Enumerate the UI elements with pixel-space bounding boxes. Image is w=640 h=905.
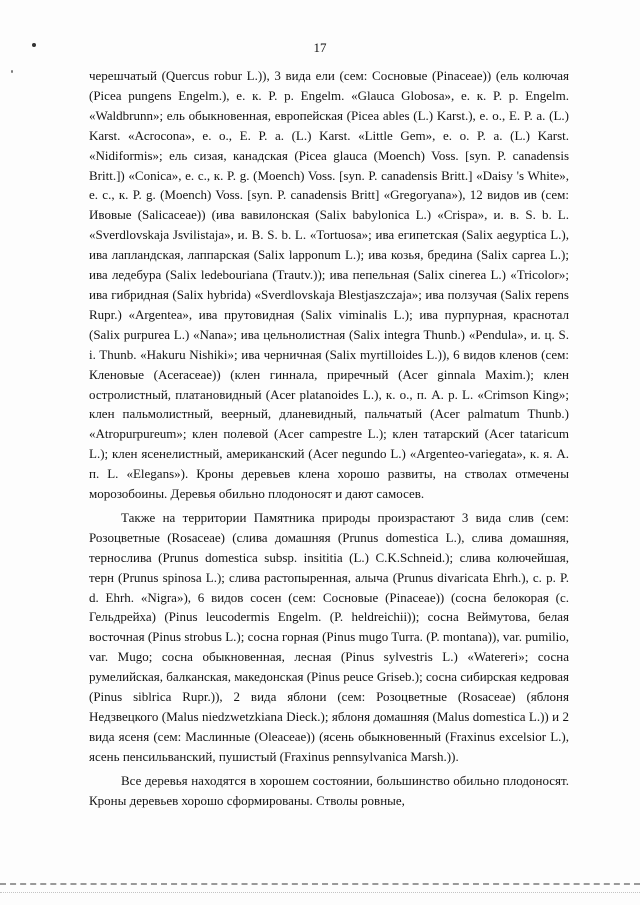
- scan-bottom-edge-faint: [0, 892, 640, 893]
- paragraph-3: Все деревья находятся в хорошем состоянии, большинство обильно плодоносят. Кроны деревьев хорошо сформированы. Стволы ровные,: [89, 772, 569, 808]
- page-number: 17: [313, 40, 327, 55]
- scan-bottom-edge: [0, 883, 640, 885]
- body-text: [89, 66, 569, 811]
- paragraph-1: черешчатый (Quercus robur L.)), 3 вида ели (сем: Сосновые (Pinaceae)) (ель колючая (Picea pungens Engelm.), е. к. P. p. Engelm. «Glauca Globosa», е. к. P. p. Engelm. «Waldbrunn»; ель обыкновенная, европейская (Picea ables (L.) Karst.), е. о., Е. Р. а. (L.) Karst. «Acrocona», е. о., Е. Р. а. (L.) Karst. «Little Gem», е. о. Р. а. (L.) Karst. «Nidiformis»; ель сизая, канадская (Picea glauca (Moench) Voss. [syn. P. canadensis Britt.]) «Conica», е. с., к. P. g. (Moench) Voss. [syn. P. canadensis Britt.] «Daisy 's White», е. с., к. P. g. (Moench) Voss. [syn. P. canadensis Britt] «Gregoryana»), 12 видов ив (сем: Ивовые (Salicaceae)) (ива вавилонская (Salix babylonica L.) «Crispa», и. в. S. b. L. «Sverdlovskaja Jsvilistaja», и. В. S. b. L. «Tortuosa»; ива египетская (Salix aegyptica L.), ива лапландская, лаппарская (Salix lapponum L.); ива козья, бредина (Salix caprea L.); ива ледебура (Salix ledebouriana (Trautv.)); ива пепельная (Salix cinerea L.) «Tricolor»; ива гибридная (Salix hybrida) «Sverdlovskaja Blestjaszczaja»; ива ползучая (Salix repens Rupr.) «Argentea», ива прутовидная (Salix viminalis L.); ива пурпурная, краснотал (Salix purpurea L.) «Nana»; ива цельнолистная (Salix integra Thunb.) «Pendula», и. ц. S. i. Thunb. «Hakuru Nishiki»; ива черничная (Salix myrtilloides L.)), 6 видов кленов (сем: Кленовые (Aceraceae)) (клен гиннала, приречный (Acer ginnala Maxim.); клен остролистный, платановидный (Acer platanoides L.), к. о., п. А. р. L. «Crimson King»; клен пальмолистный, веерный, дланевидный, пальчатый (Acer palmatum Thunb.) «Atropurpureum»; клен полевой (Acer campestre L.); клен татарский (Acer tataricum L.); клен ясенелистный, американский (Acer negundo L.) «Argenteo-variegata», к. я. А. п. L. «Elegans»). Кроны деревьев клена хорошо развиты, на стволах отмечены морозобоины. Деревья обильно плодоносят и дают самосев.: [89, 68, 569, 502]
- paragraph-2: Также на территории Памятника природы произрастают 3 вида слив (сем: Розоцветные (Rosaceae) (слива домашняя (Prunus domestica L.), слива домашняя, тернослива (Prunus domestica subsp. insititia (L.) C.K.Schneid.); слива колючейшая, терн (Prunus spinosa L.); слива растопыренная, алыча (Prunus divaricata Ehrh.), с. р. P. d. Ehrh. «Nigra»), 6 видов сосен (сем: Сосновые (Pinaceae)) (сосна белокорая (с. Гельдрейха) (Pinus leucodermis Engelm. (P. heldreichii)); сосна Веймутова, белая восточная (Pinus strobus L.); сосна горная (Pinus mugo Turra. (P. montana)), var. pumilio, var. Mugo; сосна обыкновенная, лесная (Pinus sylvestris L.) «Watereri»; сосна румелийская, балканская, македонская (Pinus peuce Griseb.); сосна сибирская кедровая (Pinus siblrica Rupr.)), 2 вида яблони (сем: Розоцветные (Rosaceae) (яблоня Недзвецкого (Malus niedzwetzkiana Dieck.); яблоня домашняя (Malus domestica L.)) и 2 вида ясеня (сем: Маслинные (Oleaceae)) (ясень обыкновенный (Fraxinus excelsior L.), ясень пенсильванский, пушистый (Fraxinus pennsylvanica Marsh.)).: [89, 509, 569, 764]
- scan-speck: [11, 70, 13, 73]
